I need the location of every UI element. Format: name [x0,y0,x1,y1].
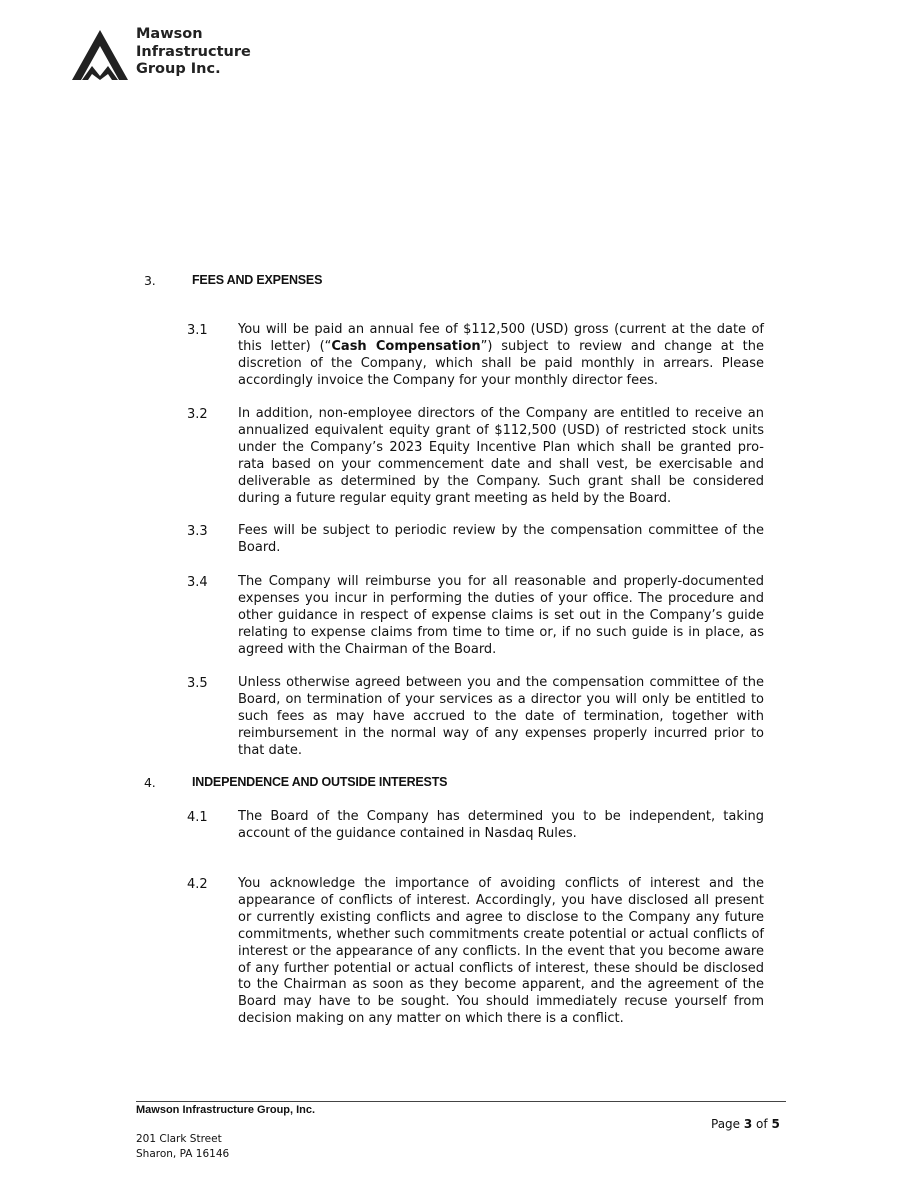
company-logo [72,26,272,86]
clause-text [238,322,764,390]
section-title: INDEPENDENCE AND OUTSIDE INTERESTS [192,775,448,789]
defined-term: Cash Compensation [331,338,481,354]
mountain-m-logo-icon [72,28,128,80]
clause-text: In addition, non-employee directors of the Company are entitled to receive an annualized equivalent equity grant of $112,500 (USD) of restricted stock units under the Company’s 2023 Equity Incentive Plan which shall be granted pro-rata based on your commencement date and shall vest, be exercisable and deliverable as determined by the Company. Such grant shall be considered during a future regular equity grant meeting as held by the Board. [238,406,764,506]
clause-text: Unless otherwise agreed between you and the compensation committee of the Board, on termination of your services as a director you will only be entitled to such fees as may have accrued to the date of termination, together with reimbursement in the normal way of any expenses properly incurred prior to that date. [238,675,764,758]
clause-number: 3.3 [187,524,208,539]
footer-address-line-2: Sharon, PA 16146 [136,1148,230,1160]
clause-text: The Board of the Company has determined you to be independent, taking account of the guidance contained in Nasdaq Rules. [238,809,764,841]
footer-address [136,1132,229,1162]
section-title: FEES AND EXPENSES [192,273,323,287]
logo-wordmark [136,26,251,79]
clause-number: 3.1 [187,323,208,338]
clause-4-2 [187,876,765,1028]
logo-line-1: Mawson [136,26,203,42]
clause-text: Fees will be subject to periodic review by the compensation committee of the Board. [238,523,764,555]
clause-number: 3.2 [187,407,208,422]
clause-4-1 [187,809,765,843]
clause-number: 3.4 [187,575,208,590]
footer-divider [136,1101,786,1102]
clause-3-3 [187,523,765,557]
footer-company-name: Mawson Infrastructure Group, Inc. [136,1104,316,1116]
logo-line-3: Group Inc. [136,61,221,77]
clause-text: You acknowledge the importance of avoiding conflicts of interest and the appearance of conflicts of interest. Accordingly, you have disclosed all present or currently existing conflicts and agree to disclose to the Company any future commitments, whether such commitments create potential or actual conflicts of interest or the appearance of any conflicts. In the event that you become aware of any further potential or actual conflicts of interest, these should be disclosed to the Chairman as soon as they become apparent, and the agreement of the Board may have to be sought. You should immediately recuse yourself from decision making on any matter on which there is a conflict. [238,876,764,1027]
page-total: 5 [771,1117,780,1131]
clause-3-5 [187,675,765,760]
logo-line-2: Infrastructure [136,43,251,60]
section-number: 3. [144,273,156,288]
page-current: 3 [743,1117,753,1131]
clause-3-4 [187,574,765,659]
clause-number: 4.2 [187,877,208,892]
page-number [711,1117,780,1131]
clause-text-part: You will be paid an annual fee of $112,500 (USD) gross (current at the date of this letter) (“ [238,322,764,354]
section-number: 4. [144,775,156,790]
clause-text: The Company will reimburse you for all reasonable and properly-documented expenses you incur in performing the duties of your office. The procedure and other guidance in respect of expense claims is set out in the Company’s guide relating to expense claims from time to time or, if no such guide is in place, as agreed with the Chairman of the Board. [238,574,764,657]
clause-3-2 [187,406,765,507]
page-prefix: Page [711,1117,744,1131]
footer-address-line-1: 201 Clark Street [136,1133,222,1145]
page-of: of [752,1117,772,1131]
clause-number: 3.5 [187,676,208,691]
clause-3-1 [187,322,765,390]
clause-number: 4.1 [187,810,208,825]
clause-text-part: ”) subject to review and change at the discretion of the Company, which shall be paid monthly in arrears. Please accordingly invoice the Company for your monthly director fees. [238,338,765,388]
